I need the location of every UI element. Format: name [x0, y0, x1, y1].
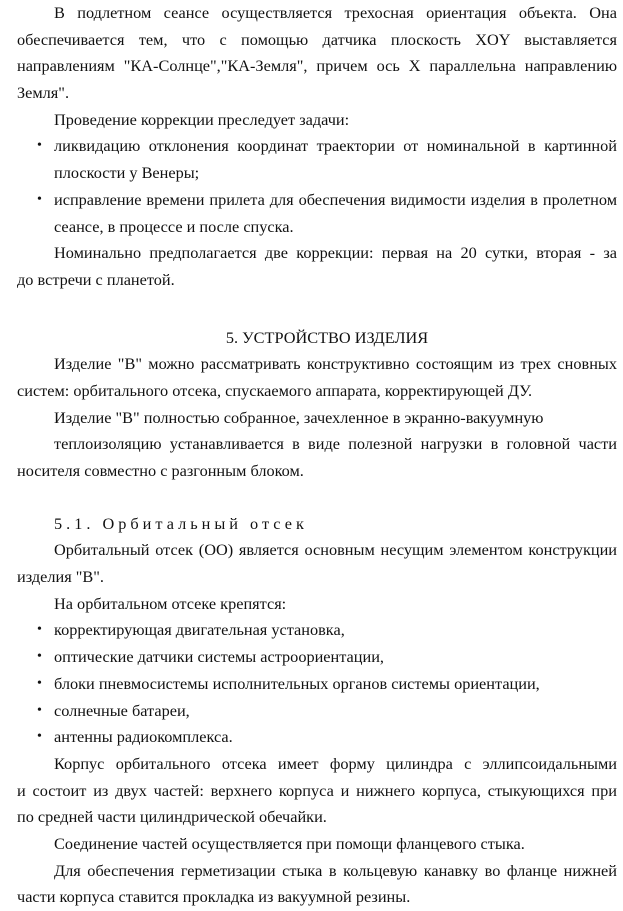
- bullet-icon: •: [37, 702, 42, 718]
- paragraph-sealing: [17, 858, 617, 911]
- bullet-item: [17, 133, 617, 186]
- list-item: • блоки пневмосистемы исполнительных органов системы ориентации,: [17, 671, 617, 698]
- text-line: ликвидацию отклонения координат траектории от номинальной в картинной: [54, 136, 617, 156]
- text-line: плоскости у Венеры;: [54, 163, 200, 183]
- bullet-icon: •: [37, 191, 42, 207]
- text-line: до встречи с планетой.: [17, 269, 175, 289]
- bullet-icon: •: [37, 138, 42, 154]
- bullet-icon: •: [37, 675, 42, 691]
- text-line: теплоизоляцию устанавливается в виде полезной нагрузки в головной части: [54, 434, 617, 454]
- text-line: В подлетном сеансе осуществляется трехосная ориентация объекта. Она: [54, 3, 617, 22]
- paragraph-orientation: [17, 0, 617, 107]
- section-heading: 5. УСТРОЙСТВО ИЗДЕЛИЯ: [225, 327, 429, 347]
- text-line: направлениям "КА-Солнце","КА-Земля", причем ось X параллельна направлению: [17, 56, 617, 76]
- bullet-icon: •: [37, 622, 42, 638]
- list-item: • оптические датчики системы астроориентации,: [17, 644, 617, 671]
- paragraph-hull: [17, 751, 617, 831]
- paragraph-nominal-corrections: [17, 240, 617, 293]
- text-line: Земля".: [17, 83, 70, 103]
- text-line: по средней части цилиндрической обечайки.: [17, 807, 327, 827]
- text-line: обеспечивается тем, что с помощью датчика плоскость XOY выставляется: [17, 29, 617, 49]
- document-page: [17, 0, 617, 911]
- text-line: носителя совместно с разгонным блоком.: [17, 461, 304, 480]
- text-line: сеансе, в процессе и после спуска.: [54, 216, 294, 236]
- text-line: Для обеспечения герметизации стыка в кольцевую канавку во фланце нижней: [54, 860, 617, 880]
- paragraph-assembled: Изделие "В" полностью собранное, зачехленное в экранно-вакуумную: [54, 407, 544, 427]
- paragraph-orbital-module: [17, 537, 617, 590]
- list-item: • корректирующая двигательная установка,: [17, 617, 617, 644]
- list-item: • антенны радиокомплекса.: [17, 724, 617, 751]
- paragraph-insulation: [17, 431, 617, 484]
- bullet-icon: •: [37, 729, 42, 745]
- bullet-item: [17, 187, 617, 240]
- text-line: Орбитальный отсек (ОО) является основным несущим элементом конструкции: [54, 540, 617, 560]
- paragraph-flange: Соединение частей осуществляется при помощи фланцевого стыка.: [54, 833, 525, 853]
- paragraph-correction-tasks: Проведение коррекции преследует задачи:: [54, 109, 350, 129]
- text-line: Изделие "В" можно рассматривать конструктивно состоящим из трех сновных: [54, 354, 617, 374]
- text-line: систем: орбитального отсека, спускаемого аппарата, корректирующей ДУ.: [17, 380, 533, 400]
- text-line: изделия "В".: [17, 567, 104, 587]
- text-line: и состоит из двух частей: верхнего корпуса и нижнего корпуса, стыкующихся при: [17, 780, 617, 800]
- bullet-icon: •: [37, 649, 42, 665]
- list-item: • солнечные батареи,: [17, 698, 617, 725]
- subsection-heading: 5.1. Орбитальный отсек: [54, 513, 308, 533]
- paragraph-mounted: На орбитальном отсеке крепятся:: [54, 593, 287, 613]
- text-line: части корпуса ставится прокладка из вакуумной резины.: [17, 887, 411, 907]
- paragraph-device-structure: [17, 351, 617, 404]
- text-line: Номинально предполагается две коррекции: первая на 20 сутки, вторая - за: [54, 243, 617, 263]
- mounted-list: [17, 617, 617, 750]
- text-line: исправление времени прилета для обеспечения видимости изделия в пролетном: [54, 189, 617, 209]
- text-line: Корпус орбитального отсека имеет форму цилиндра с эллипсоидальными: [54, 753, 617, 773]
